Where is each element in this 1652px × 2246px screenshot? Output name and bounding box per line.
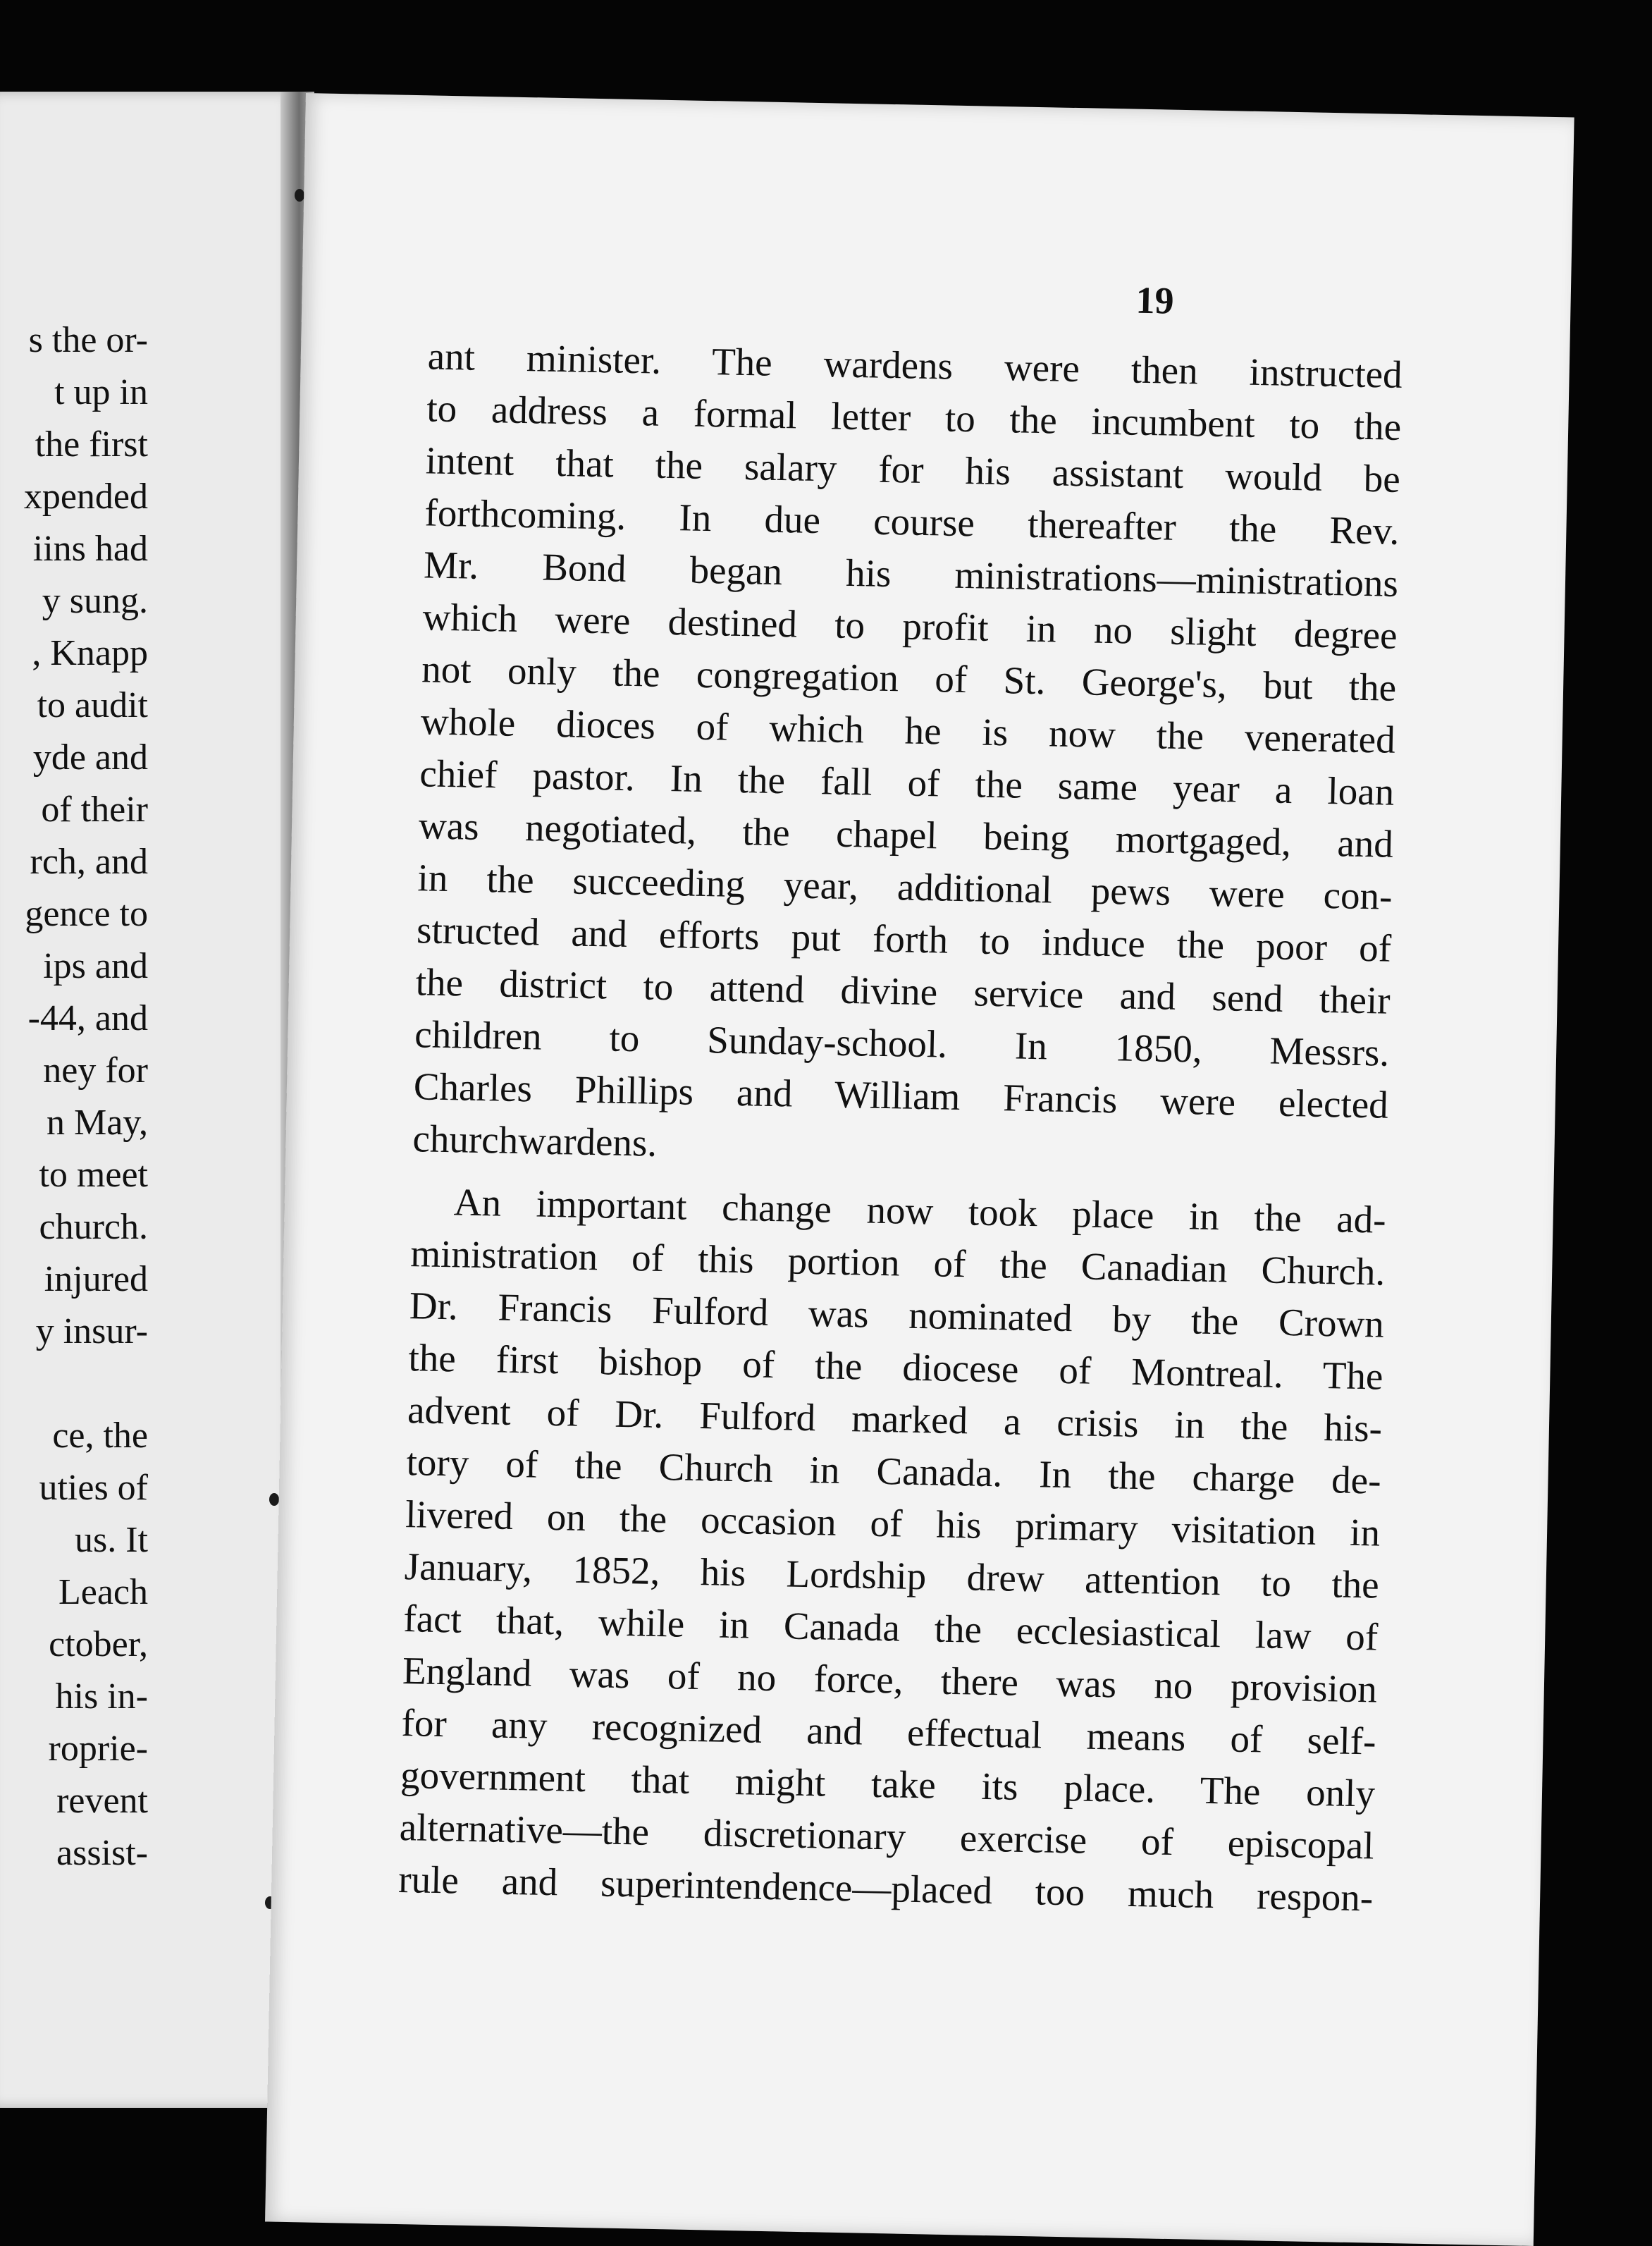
text-line: the first bishop of the diocese of Montreal. The (408, 1336, 1383, 1398)
text-line: rule and superintendence—placed too much respon- (397, 1857, 1374, 1920)
left-page-fragment: church. (39, 1207, 148, 1247)
left-page-fragment: to audit (37, 685, 148, 725)
text-line: not only the congregation of St. George's, but the (421, 647, 1397, 709)
left-page-fragment: uties of (39, 1468, 148, 1508)
left-page-fragment: ips and (43, 946, 148, 986)
text-line: alternative—the discretionary exercise of episcopal (399, 1805, 1375, 1867)
left-page-fragment: assist- (56, 1833, 148, 1873)
left-page-fragment: to meet (39, 1155, 148, 1195)
stitch-hole-mark (269, 1493, 279, 1506)
text-line: for any recognized and effectual means of self- (401, 1701, 1376, 1763)
left-page-fragment: the first (35, 424, 148, 465)
text-line: tory of the Church in Canada. In the charge de- (406, 1440, 1382, 1502)
left-page-fragment: injured (44, 1259, 148, 1299)
left-page-fragment: , Knapp (32, 633, 148, 673)
left-page-fragment: his in- (55, 1676, 148, 1717)
left-page-fragment: ce, the (52, 1416, 148, 1456)
text-line: which were destined to profit in no slight degree (422, 595, 1398, 657)
text-line: in the succeeding year, additional pews were con- (417, 856, 1393, 918)
left-page-fragment: yde and (32, 737, 148, 778)
left-page-fragment: revent (56, 1781, 148, 1821)
stitch-hole-mark (295, 189, 304, 202)
text-line: was negotiated, the chapel being mortgaged, and (418, 804, 1394, 866)
text-line: to address a formal letter to the incumbent to the (426, 386, 1402, 448)
left-page-fragment: Leach (58, 1572, 148, 1612)
text-line: England was of no force, there was no provision (402, 1649, 1378, 1711)
text-line: intent that the salary for his assistant would be (425, 438, 1401, 501)
left-page-fragment: xpended (23, 477, 148, 517)
text-line: ministration of this portion of the Canadian Church. (409, 1232, 1386, 1294)
text-line: An important change now took place in the ad- (453, 1180, 1387, 1241)
text-line: chief pastor. In the fall of the same year a loan (419, 751, 1395, 814)
left-page-fragment: s the or- (28, 320, 148, 360)
left-page-fragment: iins had (32, 529, 148, 569)
left-page-fragment: gence to (25, 894, 148, 934)
left-page-fragment: y sung. (42, 581, 148, 621)
left-page-fragment: t up in (54, 372, 148, 412)
left-page-fragment: of their (41, 790, 148, 830)
left-page-fragment: ney for (43, 1050, 148, 1091)
text-line: government that might take its place. The only (400, 1753, 1376, 1815)
left-page-fragment: -44, and (27, 998, 148, 1038)
left-page-fragment: ctober, (49, 1624, 148, 1664)
text-line: advent of Dr. Fulford marked a crisis in the his- (407, 1388, 1383, 1450)
text-line: whole dioces of which he is now the venerated (420, 699, 1396, 761)
text-line: fact that, while in Canada the ecclesiastical law of (402, 1597, 1379, 1659)
text-line: January, 1852, his Lordship drew attention to the (404, 1545, 1380, 1607)
left-page-fragment: rch, and (30, 842, 148, 882)
left-page-fragment: roprie- (48, 1729, 148, 1769)
text-line: livered on the occasion of his primary visitation in (405, 1492, 1381, 1554)
text-line: Mr. Bond began his ministrations—ministrations (423, 543, 1399, 605)
left-page-fragment: y insur- (35, 1311, 148, 1351)
text-line: children to Sunday-school. In 1850, Messrs. (414, 1012, 1390, 1074)
text-line: forthcoming. In due course thereafter the Rev. (424, 491, 1400, 553)
text-line: churchwardens. (412, 1117, 658, 1165)
text-line: ant minister. The wardens were then instructed (427, 334, 1403, 396)
text-line: Dr. Francis Fulford was nominated by the Crown (409, 1284, 1385, 1346)
left-facing-page (0, 92, 300, 2108)
text-line: structed and efforts put forth to induce the poor of (416, 908, 1392, 970)
left-page-fragment: us. It (75, 1520, 148, 1560)
page-number: 19 (1135, 278, 1175, 322)
book-page (265, 93, 1574, 2246)
text-line: the district to attend divine service and send their (415, 960, 1391, 1022)
left-page-fragment: n May, (47, 1103, 148, 1143)
text-line: Charles Phillips and William Francis were elected (413, 1064, 1389, 1127)
